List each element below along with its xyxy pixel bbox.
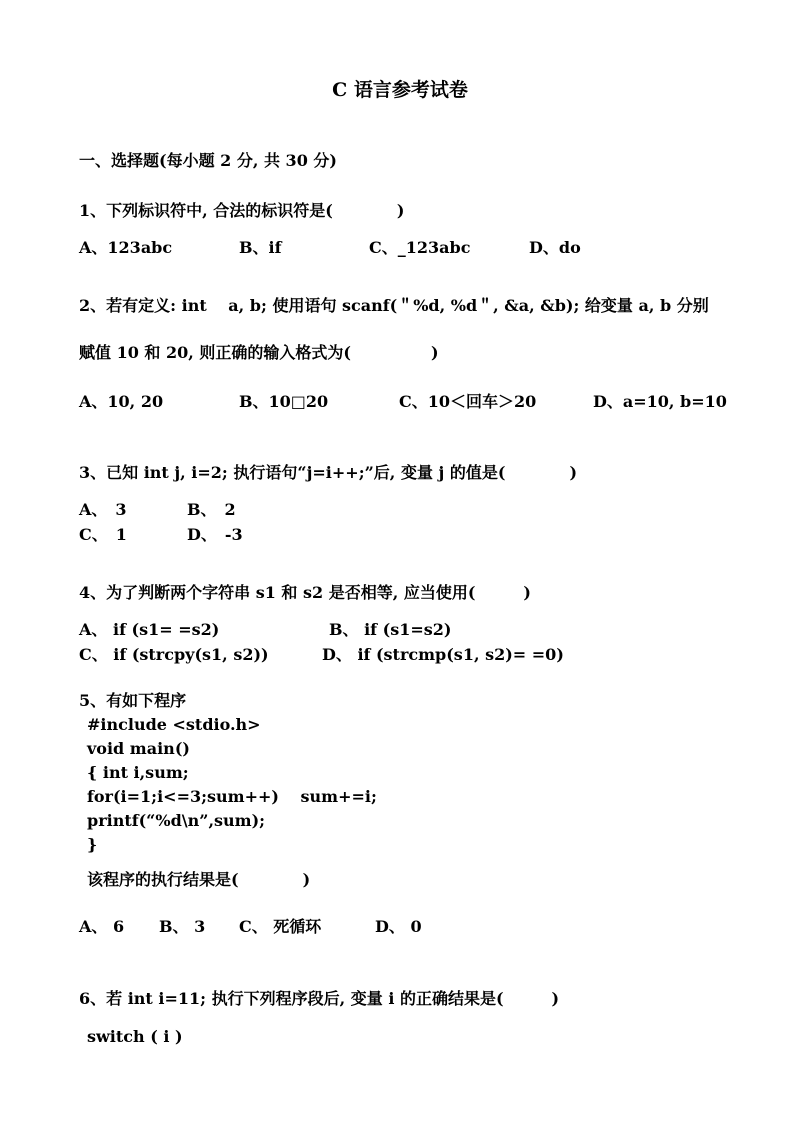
q5-code-line: { int i,sum;: [87, 763, 189, 782]
q5-option-b: B、 3: [159, 917, 206, 936]
question-1-stem: 1、下列标识符中, 合法的标识符是( ): [79, 201, 405, 220]
q6-code-line: switch ( i ): [87, 1027, 183, 1046]
question-4-stem: 4、为了判断两个字符串 s1 和 s2 是否相等, 应当使用( ): [79, 583, 531, 602]
q3-option-d: D、 -3: [187, 525, 243, 544]
q3-option-a: A、 3: [79, 500, 127, 519]
q5-option-d: D、 0: [375, 917, 422, 936]
q5-code-line: for(i=1;i<=3;sum++) sum+=i;: [87, 787, 377, 806]
q5-code-line: }: [87, 835, 98, 854]
q5-option-a: A、 6: [79, 917, 125, 936]
q1-option-a: A、123abc: [79, 238, 173, 257]
q4-option-a: A、 if (s1= =s2): [79, 620, 220, 639]
q2-option-c: C、10＜回车＞20: [399, 392, 537, 411]
section-heading: 一、选择题(每小题 2 分, 共 30 分): [79, 151, 337, 170]
q5-code-line: printf(“%d\n”,sum);: [87, 811, 266, 830]
q4-option-b: B、 if (s1=s2): [329, 620, 452, 639]
q2-option-a: A、10, 20: [79, 392, 164, 411]
question-6-stem: 6、若 int i=11; 执行下列程序段后, 变量 i 的正确结果是( ): [79, 989, 560, 1008]
question-3-stem: 3、已知 int j, i=2; 执行语句“j=i++;”后, 变量 j 的值是( ): [79, 463, 578, 482]
q1-option-d: D、do: [529, 238, 581, 257]
q5-code-line: #include <stdio.h>: [87, 715, 261, 734]
q2-option-d: D、a=10, b=10: [593, 392, 727, 411]
question-5-stem: 5、有如下程序: [79, 691, 187, 710]
q3-option-c: C、 1: [79, 525, 127, 544]
q1-option-b: B、if: [239, 238, 282, 257]
q3-option-b: B、 2: [187, 500, 236, 519]
q4-option-c: C、 if (strcpy(s1, s2)): [79, 645, 269, 664]
page-title: C 语言参考试卷: [332, 79, 468, 101]
q2-option-b: B、10□20: [239, 392, 329, 411]
q5-code-line: void main(): [87, 739, 190, 758]
q1-option-c: C、_123abc: [369, 238, 471, 257]
q4-option-d: D、 if (strcmp(s1, s2)= =0): [322, 645, 564, 664]
question-2-stem-line1: 2、若有定义: int a, b; 使用语句 scanf(＂%d, %d＂, &a, &b); 给变量 a, b 分别: [79, 296, 709, 315]
q5-prompt: 该程序的执行结果是( ): [87, 870, 311, 889]
question-2-stem-line2: 赋值 10 和 20, 则正确的输入格式为( ): [79, 343, 439, 362]
q5-option-c: C、 死循环: [239, 917, 322, 936]
